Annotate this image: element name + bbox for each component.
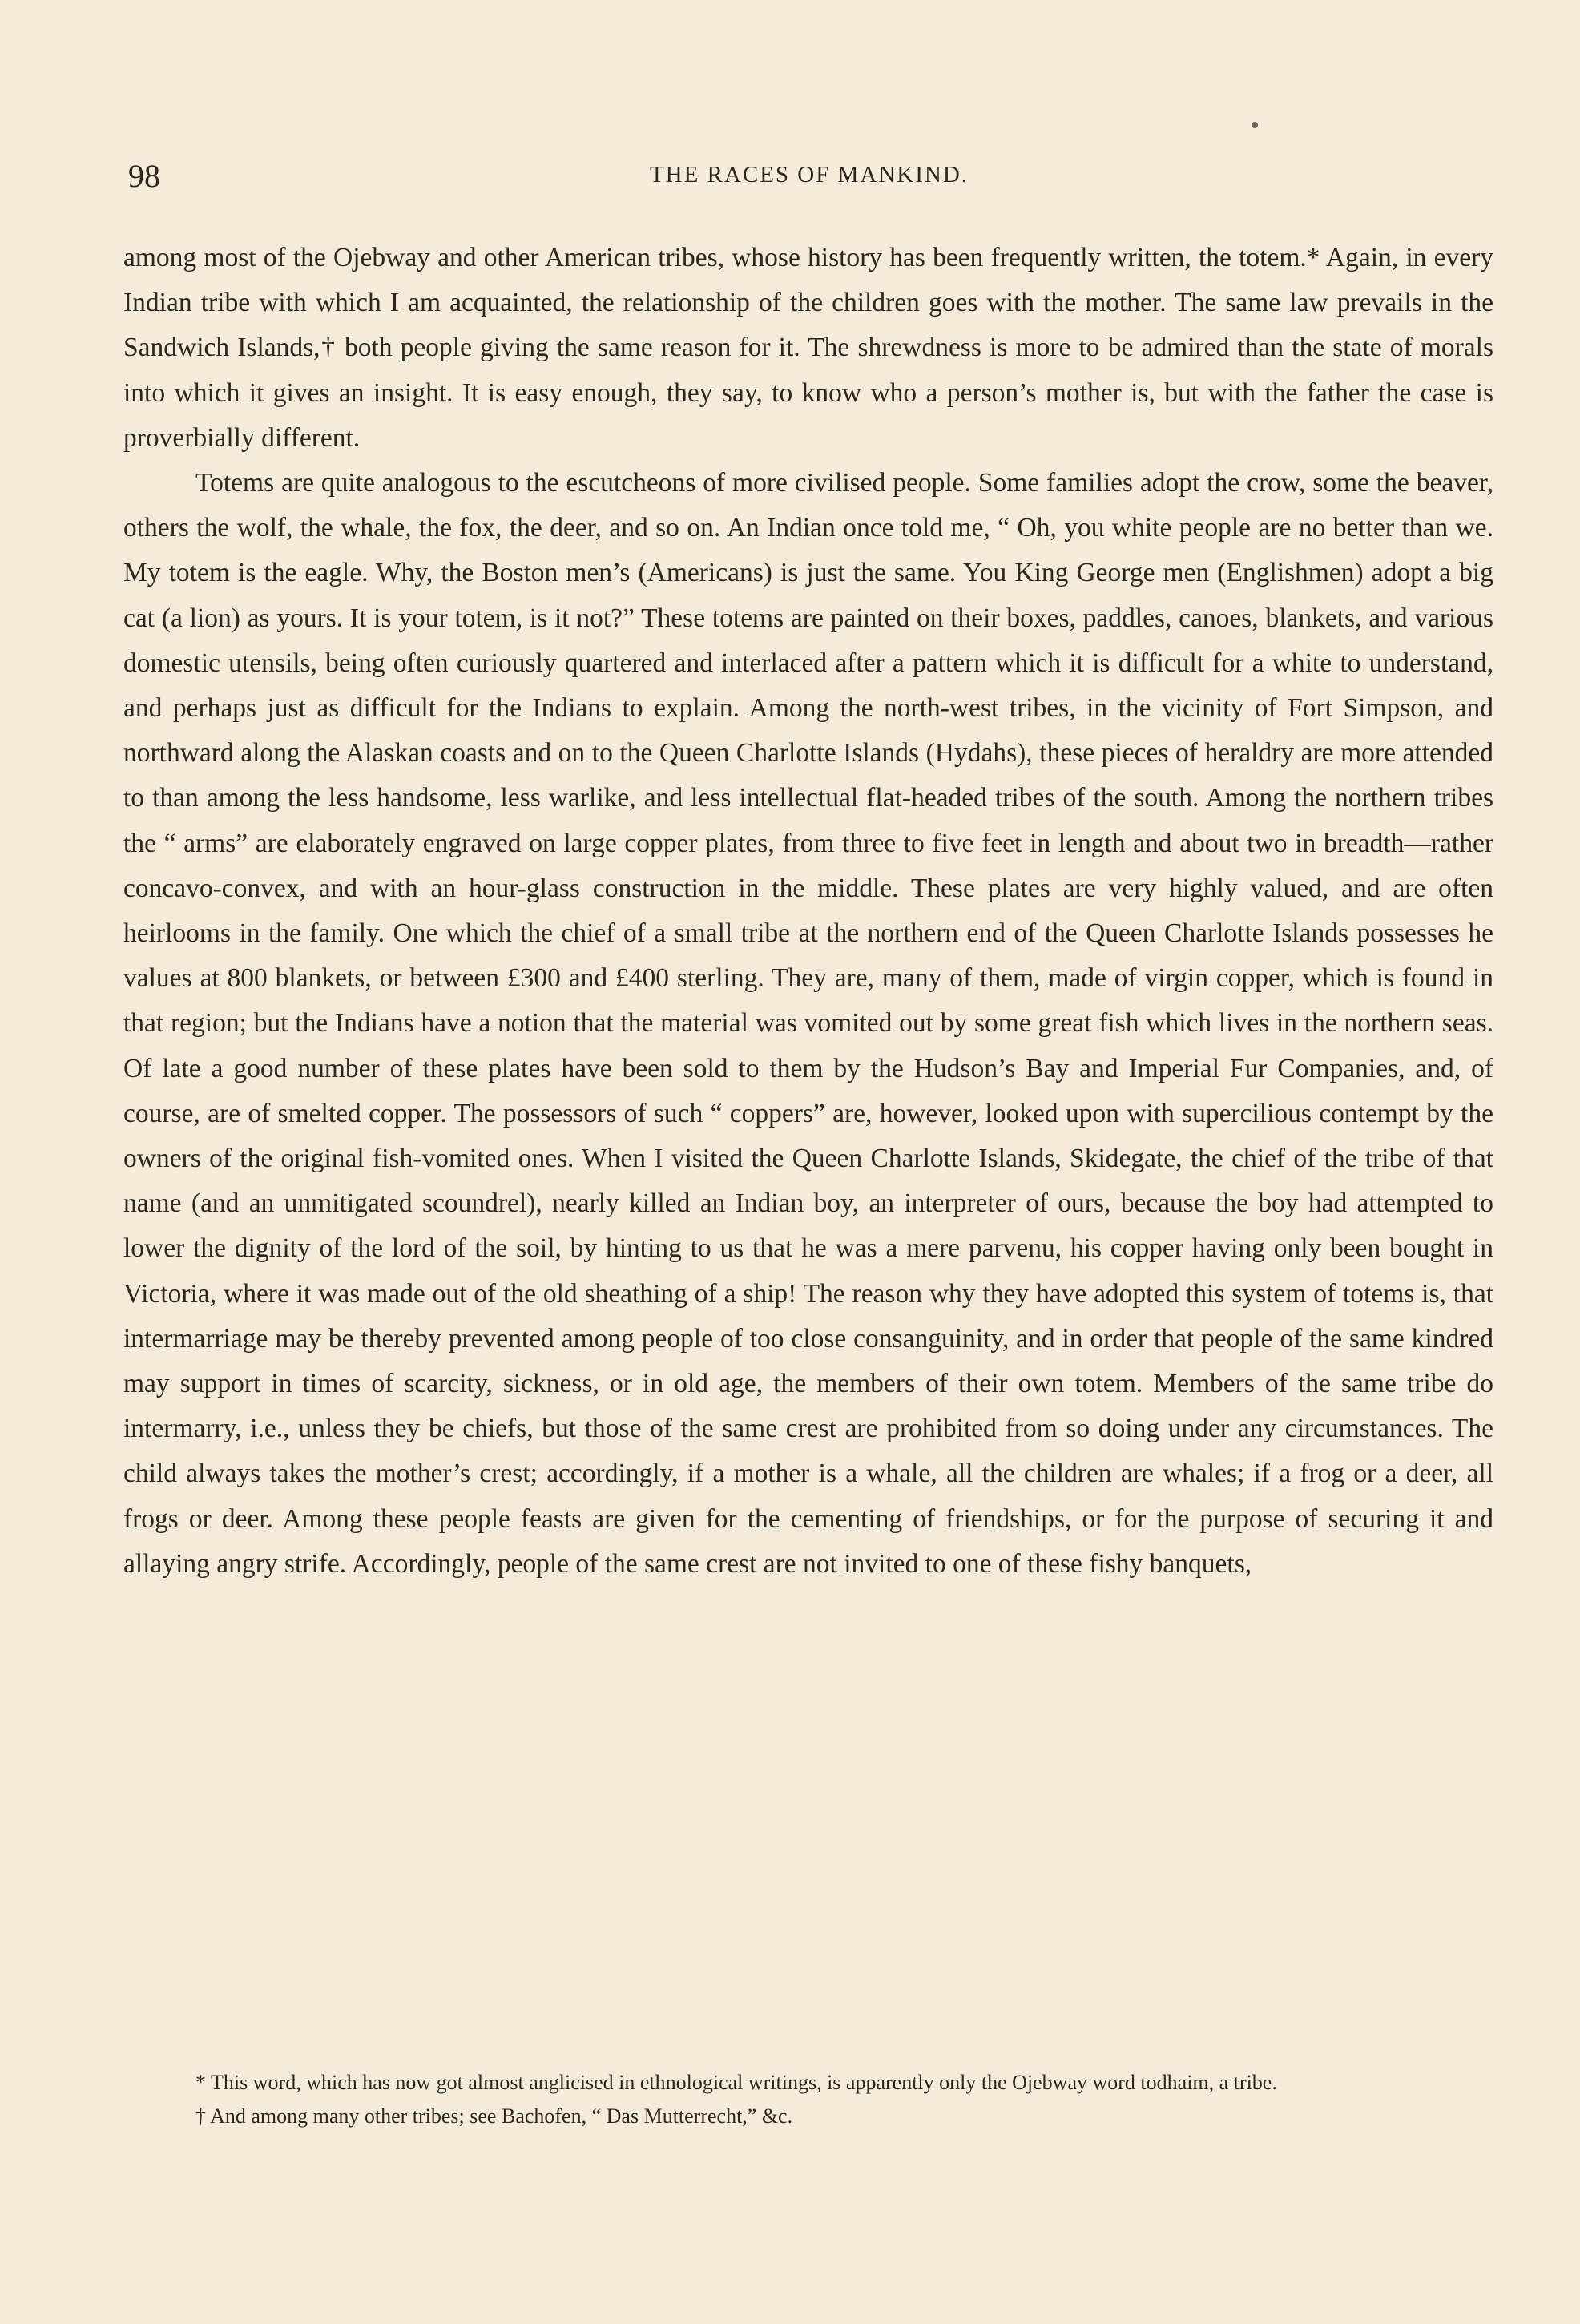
paragraph-totems: Totems are quite analogous to the escutcheons of more civilised people. Some families adopt the crow, some the beaver, others the wolf, the whale, the fox, the deer, and so on. An Indian once told me, “ Oh, you white people are no better than we. My totem is the eagle. Why, the Boston men’s (Americans) is just the same. You King George men (Englishmen) adopt a big cat (a lion) as yours. It is your totem, is it not?” These totems are painted on their boxes, paddles, canoes, blankets, and various domestic utensils, being often curiously quartered and interlaced after a pattern which it is difficult for a white to understand, and perhaps just as difficult for the Indians to explain. Among the north-west tribes, in the vicinity of Fort Simpson, and northward along the Alaskan coasts and on to the Queen Charlotte Islands (Hydahs), these pieces of heraldry are more attended to than among the less handsome, less warlike, and less intellectual flat-headed tribes of the south. Among the northern tribes the “ arms” are elaborately engraved on large copper plates, from three to five feet in length and about two in breadth—rather concavo-convex, and with an hour-glass construction in the middle. These plates are very highly valued, and are often heirlooms in the family. One which the chief of a small tribe at the northern end of the Queen Charlotte Islands possesses he values at 800 blankets, or between £300 and £400 sterling. They are, many of them, made of virgin copper, which is found in that region; but the Indians have a notion that the material was vomited out by some great fish which lives in the northern seas. Of late a good number of these plates have been sold to them by the Hudson’s Bay and Imperial Fur Companies, and, of course, are of smelted copper. The possessors of such “ coppers” are, however, looked upon with supercilious contempt by the owners of the original fish-vomited ones. When I visited the Queen Charlotte Islands, Skidegate, the chief of the tribe of that name (and an unmitigated scoundrel), nearly killed an Indian boy, an interpreter of ours, because the boy had attempted to lower the dignity of the lord of the soil, by hinting to us that he was a mere parvenu, his copper having only been bought in Victoria, where it was made out of the old sheathing of a ship! The reason why they have adopted this system of totems is, that intermarriage may be thereby prevented among people of too close consanguinity, and in order that people of the same kindred may support in times of scarcity, sickness, or in old age, the members of their own totem. Members of the same tribe do intermarry, i.e., unless they be chiefs, but those of the same crest are prohibited from so doing under any circumstances. The child always takes the mother’s crest; accordingly, if a mother is a whale, all the children are whales; if a frog or a deer, all frogs or deer. Among these people feasts are given for the cementing of friendships, or for the purpose of securing it and allaying angry strife. Accordingly, people of the same crest are not invited to one of these fishy banquets, xyxy=(123,468,1493,1579)
ink-speck xyxy=(1252,122,1258,128)
footnotes xyxy=(123,2068,1493,2135)
footnote-asterisk: * This word, which has now got almost anglicised in ethnological writings, is apparently only the Ojebway word todhaim, a tribe. xyxy=(195,2071,1277,2094)
page-number: 98 xyxy=(128,158,160,194)
body-text xyxy=(123,236,1493,1587)
running-title: THE RACES OF MANKIND. xyxy=(649,162,969,188)
footnote-dagger: † And among many other tribes; see Bachofen, “ Das Mutterrecht,” &c. xyxy=(195,2104,793,2128)
page-header xyxy=(128,157,1490,199)
paragraph-continued: among most of the Ojebway and other American tribes, whose history has been frequently written, the totem.* Again, in every Indian tribe with which I am acquainted, the relationship of the children goes with the mother. The same law prevails in the Sandwich Islands,† both people giving the same reason for it. The shrewdness is more to be admired than the state of morals into which it gives an insight. It is easy enough, they say, to know who a person’s mother is, but with the father the case is proverbially different. xyxy=(123,243,1493,453)
